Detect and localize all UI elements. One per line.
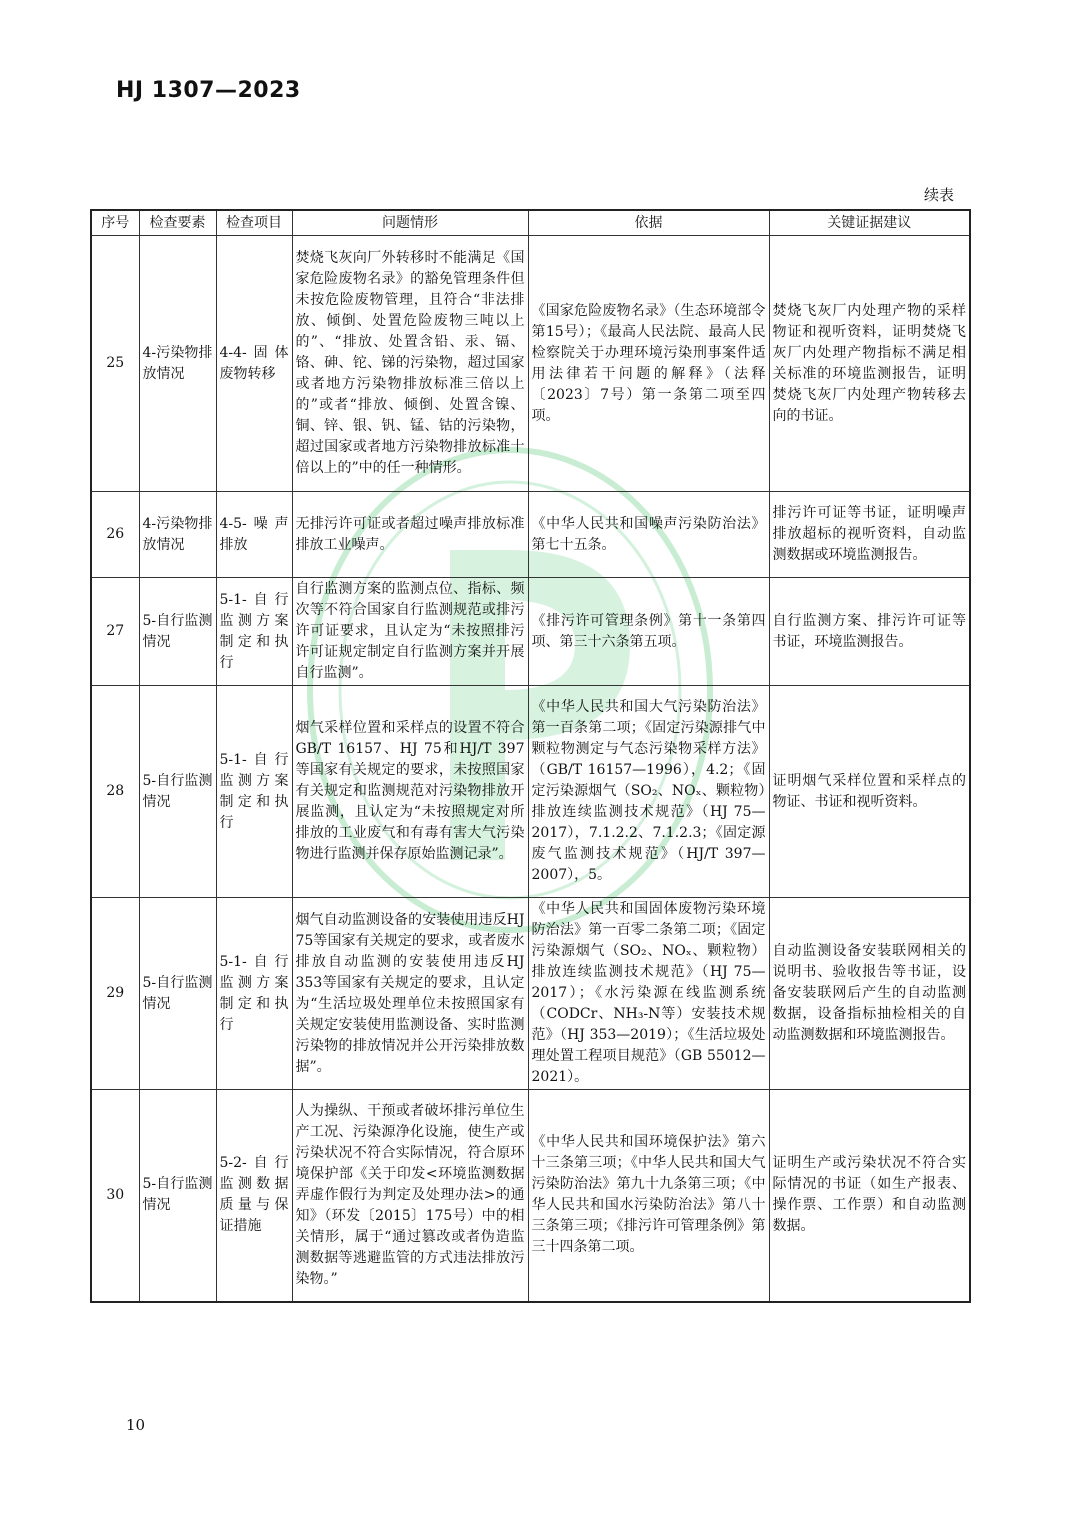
table-row	[91, 1090, 970, 1302]
row-no: 25	[91, 236, 139, 492]
row-evidence: 证明烟气采样位置和采样点的物证、书证和视听资料。	[769, 686, 970, 898]
row-problem: 无排污许可证或者超过噪声排放标准排放工业噪声。	[292, 492, 528, 578]
row-item: 5-1-自行监测方案制定和执行	[216, 898, 292, 1090]
row-problem: 烟气采样位置和采样点的设置不符合GB/T 16157、HJ 75和HJ/T 397等国家有关规定的要求，未按照国家有关规定和监测规范对污染物排放开展监测，且认定为“未按照规定对所排放的工业废气和有毒有害大气污染物进行监测并保存原始监测记录”。	[292, 686, 528, 898]
row-basis: 《中华人民共和国噪声污染防治法》第七十五条。	[528, 492, 769, 578]
row-evidence: 证明生产或污染状况不符合实际情况的书证（如生产报表、操作票、工作票）和自动监测数据。	[769, 1090, 970, 1302]
table-row	[91, 492, 970, 578]
col-header-problem: 问题情形	[292, 210, 528, 236]
row-item: 5-1-自行监测方案制定和执行	[216, 686, 292, 898]
row-evidence: 自动监测设备安装联网相关的说明书、验收报告等书证，设备安装联网后产生的自动监测数据，设备指标抽检相关的自动监测数据和环境监测报告。	[769, 898, 970, 1090]
standard-code: HJ 1307—2023	[116, 78, 301, 103]
row-element: 5-自行监测情况	[139, 1090, 216, 1302]
row-element: 4-污染物排放情况	[139, 492, 216, 578]
inspection-table	[90, 209, 971, 1303]
row-problem: 焚烧飞灰向厂外转移时不能满足《国家危险废物名录》的豁免管理条件但未按危险废物管理，且符合“非法排放、倾倒、处置危险废物三吨以上的”、“排放、处置含铅、汞、镉、铬、砷、铊、锑的污染物，超过国家或者地方污染物排放标准三倍以上的”或者“排放、倾倒、处置含镍、铜、锌、银、钒、锰、钴的污染物，超过国家或者地方污染物排放标准十倍以上的”中的任一种情形。	[292, 236, 528, 492]
page-number: 10	[126, 1416, 146, 1434]
row-element: 5-自行监测情况	[139, 578, 216, 686]
row-element: 5-自行监测情况	[139, 898, 216, 1090]
row-basis: 《排污许可管理条例》第十一条第四项、第三十六条第五项。	[528, 578, 769, 686]
row-no: 29	[91, 898, 139, 1090]
table-row	[91, 236, 970, 492]
row-element: 4-污染物排放情况	[139, 236, 216, 492]
row-basis: 《中华人民共和国环境保护法》第六十三条第三项；《中华人民共和国大气污染防治法》第九十九条第三项；《中华人民共和国水污染防治法》第八十三条第三项；《排污许可管理条例》第三十四条第二项。	[528, 1090, 769, 1302]
row-no: 26	[91, 492, 139, 578]
row-no: 27	[91, 578, 139, 686]
table-header-row	[91, 210, 970, 236]
row-element: 5-自行监测情况	[139, 686, 216, 898]
row-item: 5-1-自行监测方案制定和执行	[216, 578, 292, 686]
col-header-item: 检查项目	[216, 210, 292, 236]
row-basis: 《国家危险废物名录》（生态环境部令第15号）；《最高人民法院、最高人民检察院关于办理环境污染刑事案件适用法律若干问题的解释》（法释〔2023〕7号）第一条第二项至四项。	[528, 236, 769, 492]
row-problem: 自行监测方案的监测点位、指标、频次等不符合国家自行监测规范或排污许可证要求，且认定为“未按照排污许可证规定制定自行监测方案并开展自行监测”。	[292, 578, 528, 686]
continued-label: 续表	[923, 186, 954, 204]
col-header-evidence: 关键证据建议	[769, 210, 970, 236]
row-item: 4-4-固体废物转移	[216, 236, 292, 492]
row-evidence: 排污许可证等书证，证明噪声排放超标的视听资料，自动监测数据或环境监测报告。	[769, 492, 970, 578]
row-item: 4-5-噪声排放	[216, 492, 292, 578]
col-header-element: 检查要素	[139, 210, 216, 236]
table-row	[91, 898, 970, 1090]
row-evidence: 焚烧飞灰厂内处理产物的采样物证和视听资料，证明焚烧飞灰厂内处理产物指标不满足相关标准的环境监测报告，证明焚烧飞灰厂内处理产物转移去向的书证。	[769, 236, 970, 492]
row-problem: 烟气自动监测设备的安装使用违反HJ 75等国家有关规定的要求，或者废水排放自动监测的安装使用违反HJ 353等国家有关规定的要求，且认定为“生活垃圾处理单位未按照国家有关规定安装使用监测设备、实时监测污染物的排放情况并公开污染排放数据”。	[292, 898, 528, 1090]
row-evidence: 自行监测方案、排污许可证等书证，环境监测报告。	[769, 578, 970, 686]
row-no: 30	[91, 1090, 139, 1302]
row-basis: 《中华人民共和国固体废物污染环境防治法》第一百零二条第二项；《固定污染源烟气（SO₂、NOₓ、颗粒物）排放连续监测技术规范》（HJ 75—2017）；《水污染源在线监测系统（CODCr、NH₃-N等）安装技术规范》（HJ 353—2019）；《生活垃圾处理处置工程项目规范》（GB 55012—2021）。	[528, 898, 769, 1090]
row-problem: 人为操纵、干预或者破坏排污单位生产工况、污染源净化设施，使生产或污染状况不符合实际情况，符合原环境保护部《关于印发<环境监测数据弄虚作假行为判定及处理办法>的通知》（环发〔2015〕175号）中的相关情形，属于“通过篡改或者伪造监测数据等逃避监管的方式违法排放污染物。”	[292, 1090, 528, 1302]
col-header-basis: 依据	[528, 210, 769, 236]
col-header-no: 序号	[91, 210, 139, 236]
table-row	[91, 686, 970, 898]
row-item: 5-2-自行监测数据质量与保证措施	[216, 1090, 292, 1302]
row-basis: 《中华人民共和国大气污染防治法》第一百条第二项；《固定污染源排气中颗粒物测定与气态污染物采样方法》（GB/T 16157—1996），4.2；《固定污染源烟气（SO₂、NOₓ、颗粒物）排放连续监测技术规范》（HJ 75—2017），7.1.2.2、7.1.2.3；《固定源废气监测技术规范》（HJ/T 397—2007），5。	[528, 686, 769, 898]
table-row	[91, 578, 970, 686]
row-no: 28	[91, 686, 139, 898]
